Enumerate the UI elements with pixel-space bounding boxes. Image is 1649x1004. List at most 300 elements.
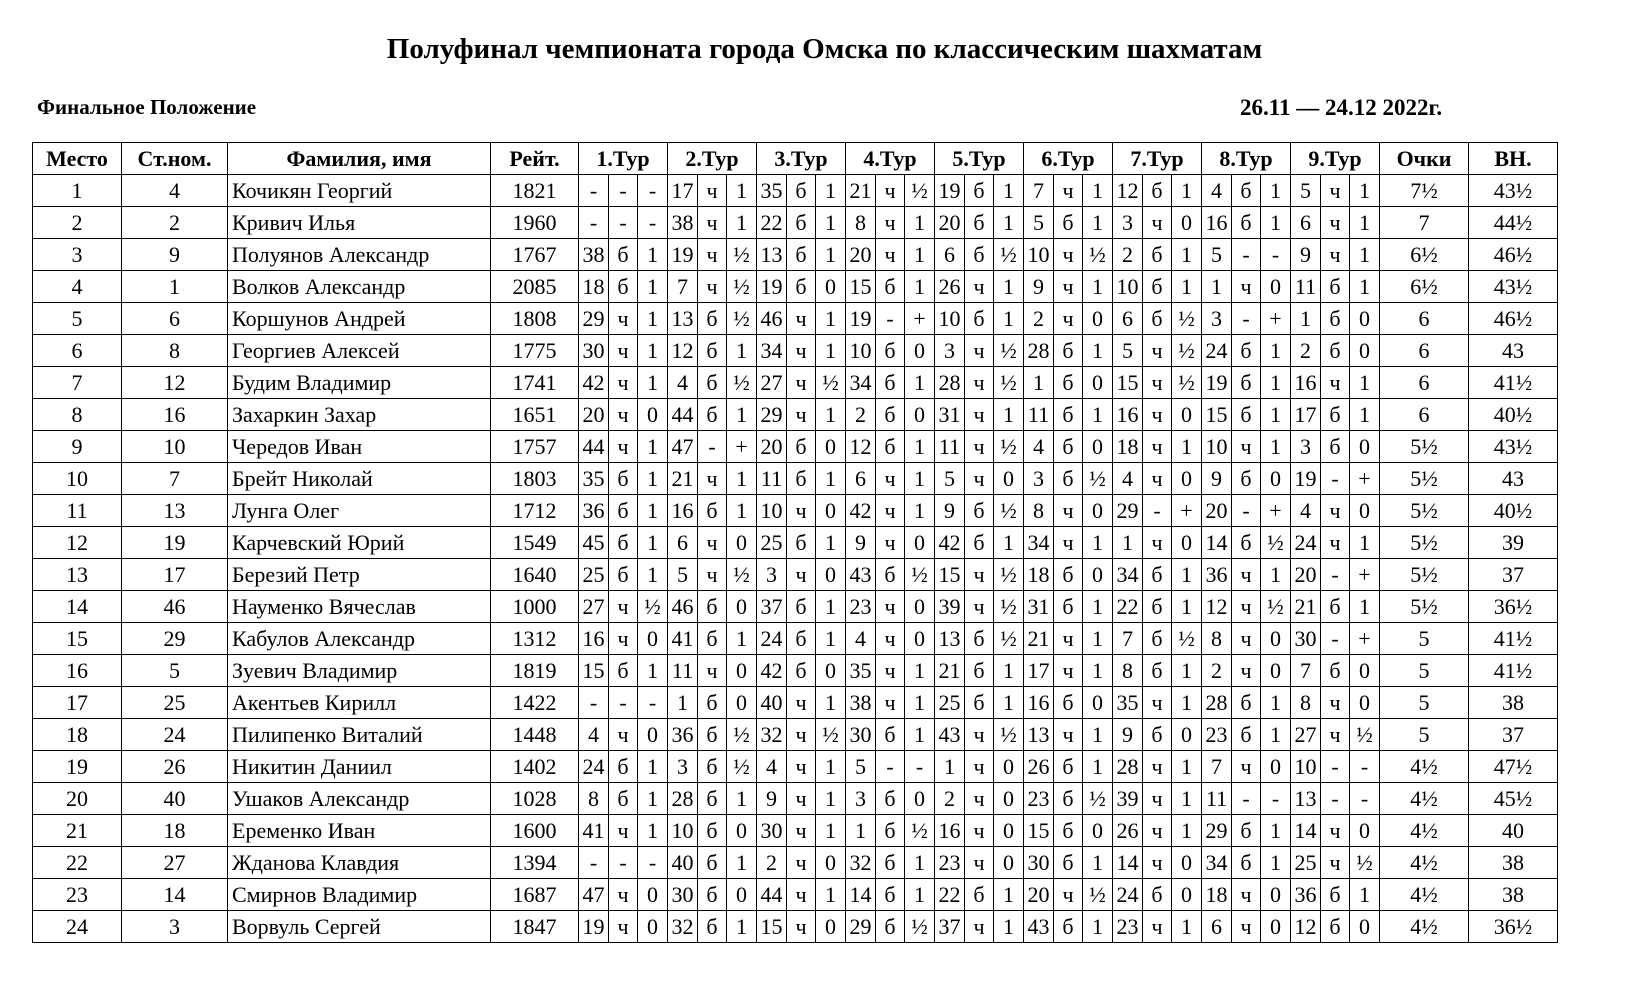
round-5-color-cell: ч xyxy=(965,751,994,783)
round-2-opponent-cell: 38 xyxy=(668,207,698,239)
round-9-result-cell: + xyxy=(1350,559,1380,591)
round-7-result-cell: 1 xyxy=(1172,783,1202,815)
round-9-color-cell: б xyxy=(1321,303,1350,335)
round-1-result-cell: 1 xyxy=(638,559,668,591)
place-cell: 7 xyxy=(33,367,122,399)
round-4-color-cell: б xyxy=(876,559,905,591)
buchholz-cell: 46½ xyxy=(1469,303,1558,335)
round-4-result-cell: 0 xyxy=(905,783,935,815)
round-6-result-cell: 1 xyxy=(1083,591,1113,623)
round-6-color-cell: ч xyxy=(1054,303,1083,335)
place-cell: 10 xyxy=(33,463,122,495)
round-4-result-cell: ½ xyxy=(905,559,935,591)
round-2-color-cell: б xyxy=(698,783,727,815)
round-3-opponent-cell: 25 xyxy=(757,527,787,559)
round-7-color-cell: ч xyxy=(1143,207,1172,239)
table-row xyxy=(33,527,1558,559)
round-4-opponent-cell: 5 xyxy=(846,751,876,783)
place-cell: 8 xyxy=(33,399,122,431)
round-5-color-cell: б xyxy=(965,207,994,239)
player-name-cell: Акентьев Кирилл xyxy=(228,687,491,719)
points-cell: 5 xyxy=(1380,623,1469,655)
round-6-color-cell: ч xyxy=(1054,719,1083,751)
header-start-number: Ст.ном. xyxy=(122,143,228,175)
round-8-opponent-cell: 4 xyxy=(1202,175,1232,207)
round-1-result-cell: 1 xyxy=(638,783,668,815)
round-1-color-cell: б xyxy=(609,527,638,559)
round-8-color-cell: ч xyxy=(1232,751,1261,783)
round-1-color-cell: б xyxy=(609,271,638,303)
start-number-cell: 9 xyxy=(122,239,228,271)
round-2-opponent-cell: 11 xyxy=(668,655,698,687)
buchholz-cell: 45½ xyxy=(1469,783,1558,815)
round-7-result-cell: 0 xyxy=(1172,719,1202,751)
round-3-result-cell: 0 xyxy=(816,495,846,527)
round-2-result-cell: 1 xyxy=(727,911,757,943)
round-8-result-cell: 1 xyxy=(1261,207,1291,239)
points-cell: 4½ xyxy=(1380,879,1469,911)
header-round-9: 9.Тур xyxy=(1291,143,1380,175)
round-6-result-cell: 1 xyxy=(1083,655,1113,687)
round-6-result-cell: 1 xyxy=(1083,719,1113,751)
round-3-opponent-cell: 13 xyxy=(757,239,787,271)
buchholz-cell: 36½ xyxy=(1469,911,1558,943)
round-9-color-cell: ч xyxy=(1321,815,1350,847)
round-9-color-cell: - xyxy=(1321,751,1350,783)
round-3-result-cell: 1 xyxy=(816,687,846,719)
round-7-opponent-cell: 39 xyxy=(1113,783,1143,815)
round-4-result-cell: 1 xyxy=(905,847,935,879)
rating-cell: 1000 xyxy=(491,591,579,623)
rating-cell: 1651 xyxy=(491,399,579,431)
round-2-opponent-cell: 44 xyxy=(668,399,698,431)
round-7-result-cell: ½ xyxy=(1172,335,1202,367)
round-9-color-cell: ч xyxy=(1321,527,1350,559)
round-4-color-cell: ч xyxy=(876,495,905,527)
round-3-color-cell: ч xyxy=(787,559,816,591)
page-title: Полуфинал чемпионата города Омска по классическим шахматам xyxy=(386,33,1263,65)
round-1-result-cell: 1 xyxy=(638,463,668,495)
round-5-opponent-cell: 25 xyxy=(935,687,965,719)
round-7-color-cell: б xyxy=(1143,271,1172,303)
round-8-color-cell: б xyxy=(1232,815,1261,847)
buchholz-cell: 43½ xyxy=(1469,271,1558,303)
round-3-opponent-cell: 20 xyxy=(757,431,787,463)
round-9-color-cell: б xyxy=(1321,271,1350,303)
place-cell: 12 xyxy=(33,527,122,559)
round-9-opponent-cell: 25 xyxy=(1291,847,1321,879)
round-6-result-cell: 1 xyxy=(1083,527,1113,559)
round-7-color-cell: б xyxy=(1143,303,1172,335)
header-round-1: 1.Тур xyxy=(579,143,668,175)
round-9-color-cell: ч xyxy=(1321,207,1350,239)
round-2-color-cell: ч xyxy=(698,559,727,591)
round-2-color-cell: ч xyxy=(698,175,727,207)
buchholz-cell: 40½ xyxy=(1469,495,1558,527)
round-7-color-cell: б xyxy=(1143,623,1172,655)
round-7-opponent-cell: 14 xyxy=(1113,847,1143,879)
table-row xyxy=(33,847,1558,879)
round-2-result-cell: ½ xyxy=(727,559,757,591)
header-round-4: 4.Тур xyxy=(846,143,935,175)
round-9-result-cell: 1 xyxy=(1350,271,1380,303)
round-1-opponent-cell: - xyxy=(579,847,609,879)
round-8-color-cell: - xyxy=(1232,783,1261,815)
round-7-color-cell: - xyxy=(1143,495,1172,527)
round-8-color-cell: ч xyxy=(1232,911,1261,943)
round-1-color-cell: б xyxy=(609,655,638,687)
round-3-color-cell: б xyxy=(787,655,816,687)
round-4-result-cell: 1 xyxy=(905,463,935,495)
round-9-opponent-cell: 14 xyxy=(1291,815,1321,847)
round-7-opponent-cell: 2 xyxy=(1113,239,1143,271)
start-number-cell: 14 xyxy=(122,879,228,911)
page-subtitle: Финальное Положение xyxy=(37,95,257,119)
start-number-cell: 7 xyxy=(122,463,228,495)
rating-cell: 1757 xyxy=(491,431,579,463)
round-8-opponent-cell: 12 xyxy=(1202,591,1232,623)
round-5-result-cell: 1 xyxy=(994,687,1024,719)
round-2-color-cell: б xyxy=(698,751,727,783)
round-6-color-cell: ч xyxy=(1054,271,1083,303)
round-9-opponent-cell: 1 xyxy=(1291,303,1321,335)
round-2-color-cell: б xyxy=(698,399,727,431)
round-7-color-cell: б xyxy=(1143,879,1172,911)
round-7-result-cell: 0 xyxy=(1172,207,1202,239)
round-5-opponent-cell: 3 xyxy=(935,335,965,367)
round-3-color-cell: ч xyxy=(787,687,816,719)
round-6-color-cell: б xyxy=(1054,367,1083,399)
round-8-color-cell: - xyxy=(1232,239,1261,271)
round-2-color-cell: б xyxy=(698,591,727,623)
round-5-opponent-cell: 5 xyxy=(935,463,965,495)
round-2-color-cell: - xyxy=(698,431,727,463)
round-1-opponent-cell: 8 xyxy=(579,783,609,815)
round-5-result-cell: 1 xyxy=(994,207,1024,239)
round-1-result-cell: 1 xyxy=(638,527,668,559)
round-5-color-cell: б xyxy=(965,175,994,207)
round-3-result-cell: 1 xyxy=(816,335,846,367)
round-4-result-cell: ½ xyxy=(905,815,935,847)
round-8-opponent-cell: 29 xyxy=(1202,815,1232,847)
round-4-result-cell: ½ xyxy=(905,911,935,943)
round-9-color-cell: ч xyxy=(1321,239,1350,271)
round-8-opponent-cell: 10 xyxy=(1202,431,1232,463)
round-7-color-cell: ч xyxy=(1143,783,1172,815)
round-4-opponent-cell: 2 xyxy=(846,399,876,431)
header-name: Фамилия, имя xyxy=(228,143,491,175)
round-7-result-cell: 1 xyxy=(1172,239,1202,271)
round-3-result-cell: 1 xyxy=(816,303,846,335)
round-1-result-cell: - xyxy=(638,847,668,879)
round-9-opponent-cell: 11 xyxy=(1291,271,1321,303)
round-3-color-cell: ч xyxy=(787,399,816,431)
rating-cell: 1819 xyxy=(491,655,579,687)
round-7-color-cell: ч xyxy=(1143,527,1172,559)
round-2-result-cell: ½ xyxy=(727,367,757,399)
round-1-opponent-cell: 25 xyxy=(579,559,609,591)
round-7-opponent-cell: 24 xyxy=(1113,879,1143,911)
round-4-color-cell: б xyxy=(876,399,905,431)
table-row xyxy=(33,239,1558,271)
points-cell: 6 xyxy=(1380,367,1469,399)
start-number-cell: 8 xyxy=(122,335,228,367)
round-8-result-cell: 0 xyxy=(1261,271,1291,303)
place-cell: 19 xyxy=(33,751,122,783)
round-7-color-cell: б xyxy=(1143,175,1172,207)
round-1-result-cell: 0 xyxy=(638,879,668,911)
round-2-color-cell: б xyxy=(698,335,727,367)
round-6-opponent-cell: 21 xyxy=(1024,623,1054,655)
player-name-cell: Захаркин Захар xyxy=(228,399,491,431)
rating-cell: 1741 xyxy=(491,367,579,399)
round-5-opponent-cell: 9 xyxy=(935,495,965,527)
round-2-opponent-cell: 12 xyxy=(668,335,698,367)
round-6-opponent-cell: 3 xyxy=(1024,463,1054,495)
table-row xyxy=(33,815,1558,847)
round-4-result-cell: 1 xyxy=(905,687,935,719)
round-7-opponent-cell: 34 xyxy=(1113,559,1143,591)
round-5-color-cell: ч xyxy=(965,783,994,815)
round-4-color-cell: ч xyxy=(876,687,905,719)
round-6-opponent-cell: 17 xyxy=(1024,655,1054,687)
round-7-opponent-cell: 35 xyxy=(1113,687,1143,719)
round-5-result-cell: ½ xyxy=(994,623,1024,655)
round-7-result-cell: 0 xyxy=(1172,463,1202,495)
round-3-color-cell: б xyxy=(787,431,816,463)
round-8-opponent-cell: 36 xyxy=(1202,559,1232,591)
round-5-opponent-cell: 26 xyxy=(935,271,965,303)
player-name-cell: Брейт Николай xyxy=(228,463,491,495)
round-7-opponent-cell: 29 xyxy=(1113,495,1143,527)
round-5-result-cell: ½ xyxy=(994,495,1024,527)
round-1-opponent-cell: - xyxy=(579,687,609,719)
start-number-cell: 27 xyxy=(122,847,228,879)
standings-body xyxy=(33,175,1558,943)
round-6-color-cell: ч xyxy=(1054,879,1083,911)
round-9-opponent-cell: 16 xyxy=(1291,367,1321,399)
buchholz-cell: 40½ xyxy=(1469,399,1558,431)
buchholz-cell: 36½ xyxy=(1469,591,1558,623)
round-6-result-cell: ½ xyxy=(1083,879,1113,911)
round-9-color-cell: б xyxy=(1321,591,1350,623)
round-7-result-cell: 0 xyxy=(1172,399,1202,431)
round-4-result-cell: - xyxy=(905,751,935,783)
round-6-result-cell: 1 xyxy=(1083,175,1113,207)
round-8-result-cell: - xyxy=(1261,239,1291,271)
round-5-color-cell: ч xyxy=(965,335,994,367)
place-cell: 9 xyxy=(33,431,122,463)
round-5-color-cell: ч xyxy=(965,463,994,495)
table-row xyxy=(33,335,1558,367)
round-5-opponent-cell: 31 xyxy=(935,399,965,431)
round-3-result-cell: ½ xyxy=(816,719,846,751)
round-4-result-cell: 1 xyxy=(905,879,935,911)
buchholz-cell: 43½ xyxy=(1469,175,1558,207)
round-9-opponent-cell: 12 xyxy=(1291,911,1321,943)
round-7-result-cell: 1 xyxy=(1172,591,1202,623)
round-7-result-cell: 0 xyxy=(1172,879,1202,911)
round-7-color-cell: б xyxy=(1143,655,1172,687)
round-9-opponent-cell: 8 xyxy=(1291,687,1321,719)
header-round-2: 2.Тур xyxy=(668,143,757,175)
round-7-result-cell: 1 xyxy=(1172,815,1202,847)
round-4-opponent-cell: 10 xyxy=(846,335,876,367)
table-row xyxy=(33,879,1558,911)
round-4-opponent-cell: 14 xyxy=(846,879,876,911)
round-8-opponent-cell: 2 xyxy=(1202,655,1232,687)
round-4-result-cell: 0 xyxy=(905,527,935,559)
round-6-color-cell: б xyxy=(1054,591,1083,623)
round-9-result-cell: - xyxy=(1350,783,1380,815)
round-7-opponent-cell: 3 xyxy=(1113,207,1143,239)
round-6-color-cell: б xyxy=(1054,207,1083,239)
round-9-color-cell: б xyxy=(1321,399,1350,431)
table-row xyxy=(33,175,1558,207)
round-2-color-cell: б xyxy=(698,847,727,879)
round-8-result-cell: 0 xyxy=(1261,911,1291,943)
round-4-opponent-cell: 12 xyxy=(846,431,876,463)
round-3-result-cell: 0 xyxy=(816,559,846,591)
round-4-result-cell: 1 xyxy=(905,239,935,271)
rating-cell: 1821 xyxy=(491,175,579,207)
round-2-color-cell: б xyxy=(698,303,727,335)
round-5-color-cell: б xyxy=(965,527,994,559)
round-5-opponent-cell: 42 xyxy=(935,527,965,559)
round-5-opponent-cell: 19 xyxy=(935,175,965,207)
round-5-color-cell: б xyxy=(965,239,994,271)
round-6-result-cell: 1 xyxy=(1083,207,1113,239)
round-9-opponent-cell: 17 xyxy=(1291,399,1321,431)
round-2-opponent-cell: 6 xyxy=(668,527,698,559)
round-7-color-cell: ч xyxy=(1143,847,1172,879)
round-5-color-cell: ч xyxy=(965,815,994,847)
round-8-color-cell: б xyxy=(1232,335,1261,367)
round-4-opponent-cell: 23 xyxy=(846,591,876,623)
rating-cell: 1767 xyxy=(491,239,579,271)
round-4-color-cell: б xyxy=(876,911,905,943)
round-1-opponent-cell: - xyxy=(579,175,609,207)
round-8-opponent-cell: 7 xyxy=(1202,751,1232,783)
round-3-color-cell: ч xyxy=(787,815,816,847)
round-8-color-cell: ч xyxy=(1232,271,1261,303)
round-3-opponent-cell: 15 xyxy=(757,911,787,943)
round-6-result-cell: 0 xyxy=(1083,367,1113,399)
round-3-opponent-cell: 2 xyxy=(757,847,787,879)
round-4-color-cell: ч xyxy=(876,463,905,495)
round-5-result-cell: ½ xyxy=(994,719,1024,751)
round-3-result-cell: 0 xyxy=(816,847,846,879)
round-3-opponent-cell: 32 xyxy=(757,719,787,751)
round-7-color-cell: ч xyxy=(1143,367,1172,399)
round-4-color-cell: б xyxy=(876,335,905,367)
round-7-color-cell: ч xyxy=(1143,399,1172,431)
round-6-opponent-cell: 30 xyxy=(1024,847,1054,879)
round-7-opponent-cell: 26 xyxy=(1113,815,1143,847)
round-9-opponent-cell: 6 xyxy=(1291,207,1321,239)
round-9-opponent-cell: 30 xyxy=(1291,623,1321,655)
round-3-opponent-cell: 42 xyxy=(757,655,787,687)
round-3-result-cell: 1 xyxy=(816,623,846,655)
round-4-color-cell: б xyxy=(876,431,905,463)
round-9-color-cell: ч xyxy=(1321,367,1350,399)
player-name-cell: Чередов Иван xyxy=(228,431,491,463)
round-8-color-cell: - xyxy=(1232,495,1261,527)
round-9-result-cell: 1 xyxy=(1350,239,1380,271)
points-cell: 5½ xyxy=(1380,431,1469,463)
start-number-cell: 26 xyxy=(122,751,228,783)
player-name-cell: Науменко Вячеслав xyxy=(228,591,491,623)
round-9-color-cell: ч xyxy=(1321,175,1350,207)
round-6-opponent-cell: 23 xyxy=(1024,783,1054,815)
round-1-opponent-cell: 38 xyxy=(579,239,609,271)
points-cell: 5 xyxy=(1380,719,1469,751)
round-2-opponent-cell: 19 xyxy=(668,239,698,271)
place-cell: 14 xyxy=(33,591,122,623)
buchholz-cell: 41½ xyxy=(1469,367,1558,399)
round-2-color-cell: ч xyxy=(698,655,727,687)
round-1-result-cell: 1 xyxy=(638,367,668,399)
round-6-opponent-cell: 8 xyxy=(1024,495,1054,527)
round-2-opponent-cell: 16 xyxy=(668,495,698,527)
buchholz-cell: 38 xyxy=(1469,879,1558,911)
round-1-opponent-cell: 42 xyxy=(579,367,609,399)
round-2-result-cell: ½ xyxy=(727,271,757,303)
round-3-opponent-cell: 37 xyxy=(757,591,787,623)
round-4-result-cell: 1 xyxy=(905,207,935,239)
round-2-result-cell: 1 xyxy=(727,399,757,431)
round-6-opponent-cell: 16 xyxy=(1024,687,1054,719)
round-4-result-cell: 1 xyxy=(905,719,935,751)
round-2-color-cell: б xyxy=(698,719,727,751)
rating-cell: 1712 xyxy=(491,495,579,527)
round-8-opponent-cell: 15 xyxy=(1202,399,1232,431)
round-4-opponent-cell: 35 xyxy=(846,655,876,687)
rating-cell: 1312 xyxy=(491,623,579,655)
round-2-opponent-cell: 7 xyxy=(668,271,698,303)
round-1-opponent-cell: 36 xyxy=(579,495,609,527)
round-6-opponent-cell: 7 xyxy=(1024,175,1054,207)
round-3-result-cell: 0 xyxy=(816,271,846,303)
round-8-result-cell: + xyxy=(1261,495,1291,527)
round-6-color-cell: б xyxy=(1054,847,1083,879)
round-3-result-cell: 1 xyxy=(816,815,846,847)
round-6-result-cell: 0 xyxy=(1083,495,1113,527)
points-cell: 4½ xyxy=(1380,911,1469,943)
table-row xyxy=(33,655,1558,687)
rating-cell: 1600 xyxy=(491,815,579,847)
round-3-color-cell: б xyxy=(787,207,816,239)
points-cell: 5 xyxy=(1380,655,1469,687)
round-4-opponent-cell: 1 xyxy=(846,815,876,847)
round-1-opponent-cell: 30 xyxy=(579,335,609,367)
round-3-color-cell: б xyxy=(787,175,816,207)
round-1-result-cell: 1 xyxy=(638,431,668,463)
round-7-color-cell: ч xyxy=(1143,687,1172,719)
round-3-opponent-cell: 3 xyxy=(757,559,787,591)
round-7-result-cell: 0 xyxy=(1172,527,1202,559)
round-4-color-cell: ч xyxy=(876,655,905,687)
place-cell: 11 xyxy=(33,495,122,527)
round-4-result-cell: + xyxy=(905,303,935,335)
place-cell: 16 xyxy=(33,655,122,687)
round-5-result-cell: 1 xyxy=(994,527,1024,559)
round-6-color-cell: б xyxy=(1054,751,1083,783)
place-cell: 21 xyxy=(33,815,122,847)
round-9-result-cell: 0 xyxy=(1350,655,1380,687)
round-8-result-cell: 0 xyxy=(1261,463,1291,495)
round-9-opponent-cell: 36 xyxy=(1291,879,1321,911)
